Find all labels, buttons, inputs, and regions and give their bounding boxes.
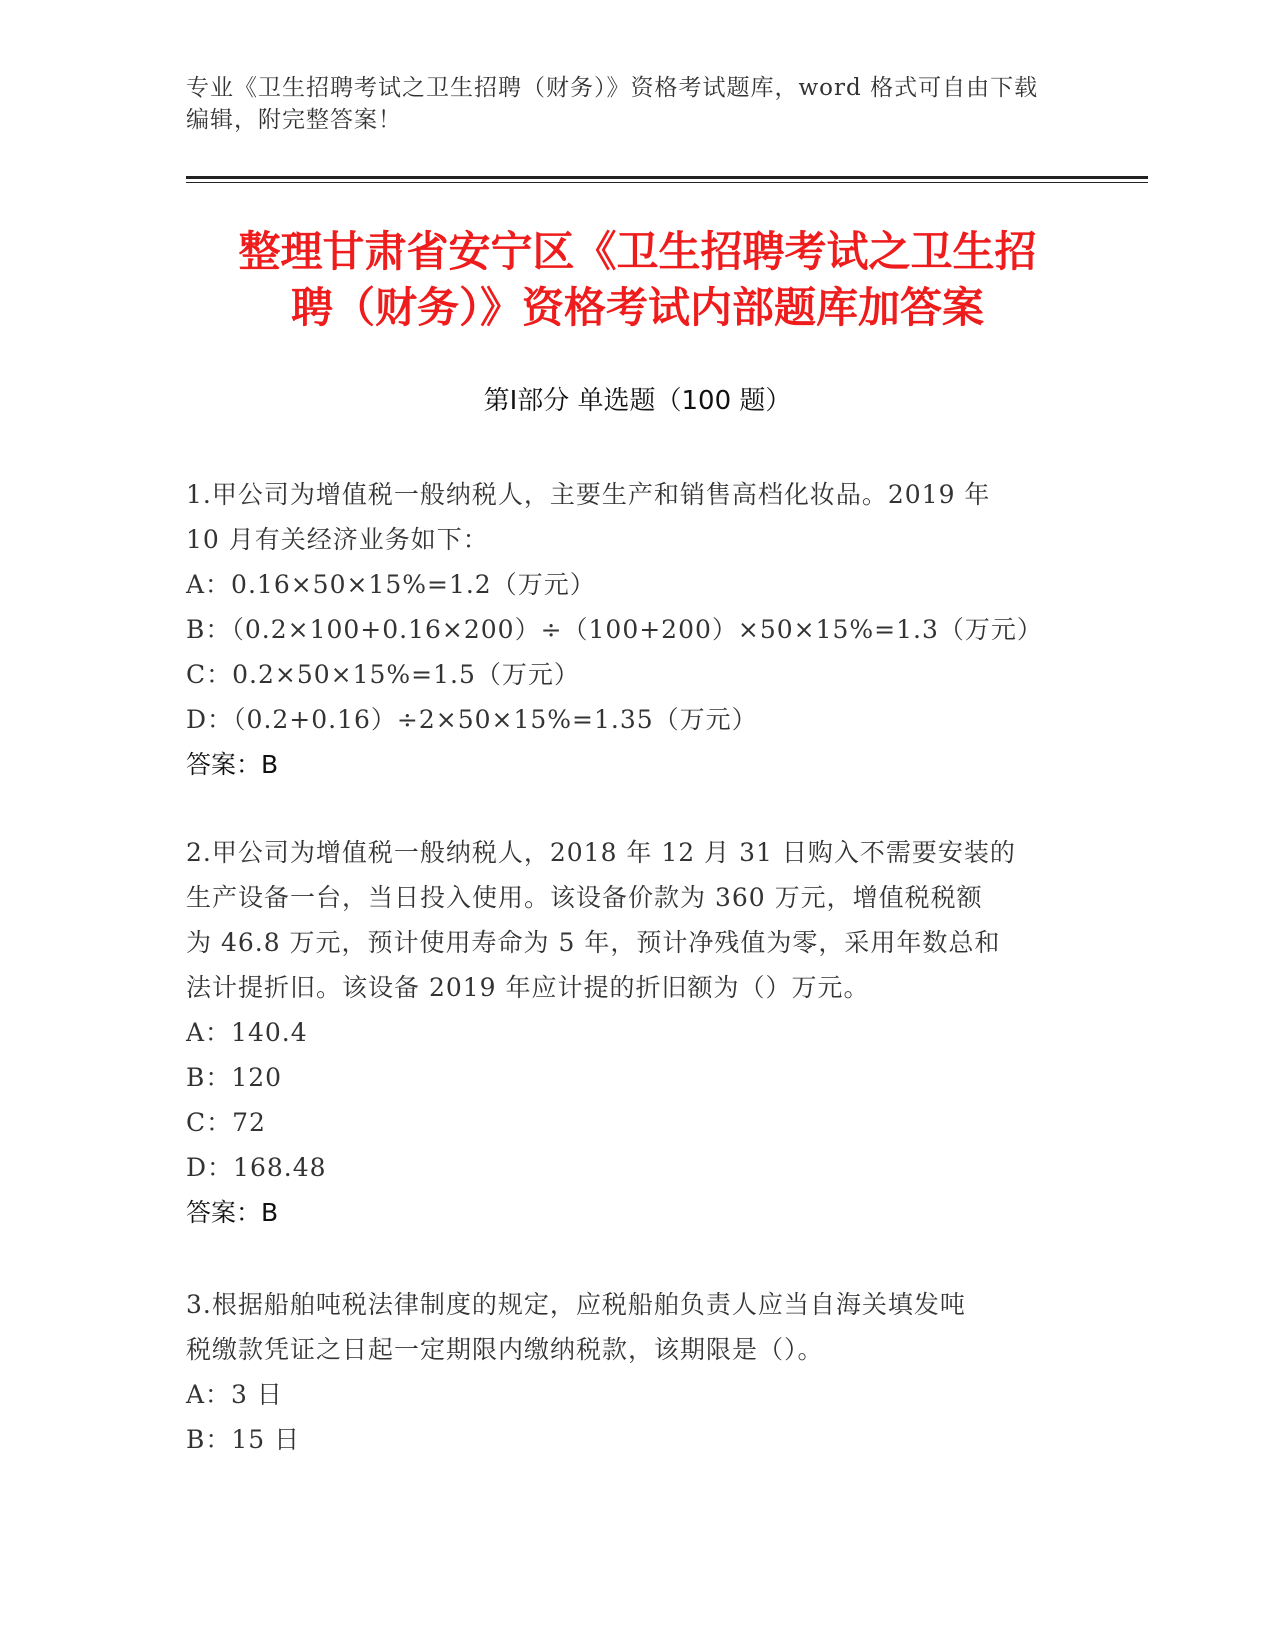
header-divider-thick xyxy=(186,176,1148,179)
question-stem-line: 为 46.8 万元，预计使用寿命为 5 年，预计净残值为零，采用年数总和 xyxy=(186,928,1001,957)
question-stem-line: 1.甲公司为增值税一般纳税人，主要生产和销售高档化妆品。2019 年 xyxy=(186,480,991,509)
question-1 xyxy=(186,472,1086,787)
question-stem-line: 税缴款凭证之日起一定期限内缴纳税款，该期限是（）。 xyxy=(186,1335,824,1364)
option-b: B：120 xyxy=(186,1063,283,1092)
header-note-line: 编辑，附完整答案！ xyxy=(186,107,402,133)
option-b: B：15 日 xyxy=(186,1425,301,1454)
question-3 xyxy=(186,1282,1086,1462)
option-d: D：（0.2+0.16）÷2×50×15%=1.35（万元） xyxy=(186,705,758,734)
option-a: A：140.4 xyxy=(186,1018,308,1047)
document-title-line: 聘（财务）》资格考试内部题库加答案 xyxy=(290,283,984,332)
option-d: D：168.48 xyxy=(186,1153,327,1182)
header-divider-thin xyxy=(186,182,1148,183)
question-stem-line: 生产设备一台，当日投入使用。该设备价款为 360 万元，增值税税额 xyxy=(186,883,983,912)
question-stem-line: 2.甲公司为增值税一般纳税人，2018 年 12 月 31 日购入不需要安装的 xyxy=(186,838,1016,867)
answer-text: 答案：B xyxy=(186,750,279,779)
option-b: B：（0.2×100+0.16×200）÷（100+200）×50×15%=1.3（万元） xyxy=(186,615,1043,644)
question-stem-line: 10 月有关经济业务如下： xyxy=(186,525,489,554)
option-a: A：0.16×50×15%=1.2（万元） xyxy=(186,570,596,599)
document-title xyxy=(150,224,1125,336)
option-a: A：3 日 xyxy=(186,1380,283,1409)
question-stem-line: 法计提折旧。该设备 2019 年应计提的折旧额为（）万元。 xyxy=(186,973,870,1002)
answer-text: 答案：B xyxy=(186,1198,279,1227)
section-title: 第Ⅰ部分 单选题（100 题） xyxy=(483,386,792,416)
header-note-line: 专业《卫生招聘考试之卫生招聘（财务）》资格考试题库，word 格式可自由下载 xyxy=(186,75,1039,101)
header-note xyxy=(186,72,1066,136)
question-2 xyxy=(186,830,1086,1235)
document-title-line: 整理甘肃省安宁区《卫生招聘考试之卫生招 xyxy=(238,227,1037,276)
option-c: C：72 xyxy=(186,1108,266,1137)
question-stem-line: 3.根据船舶吨税法律制度的规定，应税船舶负责人应当自海关填发吨 xyxy=(186,1290,966,1319)
option-c: C：0.2×50×15%=1.5（万元） xyxy=(186,660,580,689)
